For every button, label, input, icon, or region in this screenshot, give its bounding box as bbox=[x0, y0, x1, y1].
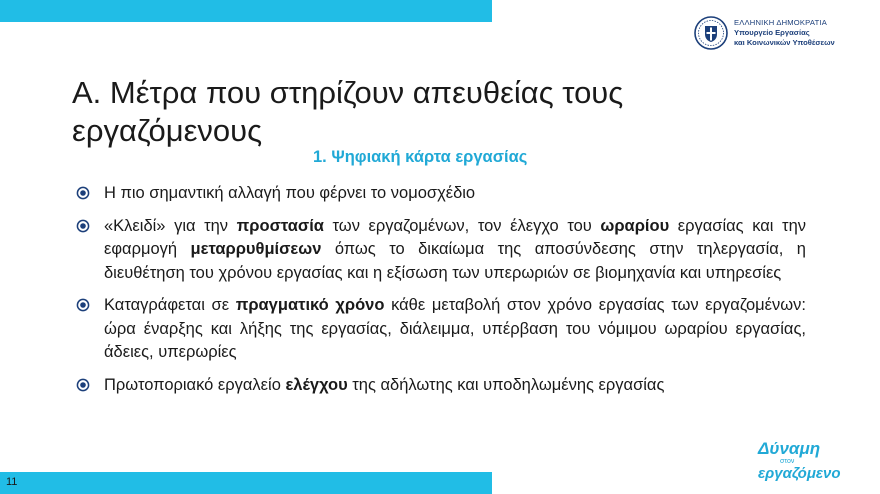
bullet-list bbox=[76, 182, 806, 406]
ministry-line-1: ΕΛΛΗΝΙΚΗ ΔΗΜΟΚΡΑΤΙΑ bbox=[734, 18, 827, 27]
bullet-item bbox=[76, 294, 806, 365]
radio-bullet-icon bbox=[76, 219, 90, 233]
ministry-logo bbox=[694, 16, 835, 50]
bullet-text bbox=[104, 294, 806, 365]
page-number: 11 bbox=[6, 476, 18, 488]
bullet-emphasis: προστασία bbox=[236, 216, 324, 235]
bottom-accent-bar bbox=[0, 472, 492, 494]
bullet-emphasis: ελέγχου bbox=[285, 375, 348, 394]
slide-subtitle: 1. Ψηφιακή κάρτα εργασίας bbox=[313, 148, 528, 166]
ministry-name bbox=[734, 18, 835, 48]
bullet-segment: Πρωτοποριακό εργαλείο bbox=[104, 375, 286, 394]
bullet-segment: εργασίας και την εφαρμογή bbox=[104, 216, 807, 258]
campaign-logo-line-2: στον bbox=[780, 458, 795, 465]
bullet-text bbox=[104, 215, 806, 286]
ministry-line-2: Υπουργείο Εργασίας bbox=[734, 28, 810, 37]
bullet-segment: όπως το δικαίωμα της αποσύνδεσης στην τηλεργασία, η διευθέτηση του χρόνου εργασίας και η εξίσωση των υπερωριών σε βιομηχανία και υπηρεσίες bbox=[104, 240, 806, 282]
bullet-segment: «Κλειδί» για την bbox=[104, 216, 237, 235]
bullet-item bbox=[76, 182, 806, 206]
campaign-logo-line-3: εργαζόμενο bbox=[758, 465, 841, 482]
radio-bullet-icon bbox=[76, 378, 90, 392]
bullet-segment: Η πιο σημαντική αλλαγή που φέρνει το νομοσχέδιο bbox=[104, 184, 476, 202]
greek-emblem-icon bbox=[694, 16, 728, 50]
bullet-segment: των εργαζομένων, τον έλεγχο του bbox=[323, 216, 601, 235]
bullet-text bbox=[104, 374, 806, 398]
radio-bullet-icon bbox=[76, 298, 90, 312]
bullet-item bbox=[76, 215, 806, 286]
bullet-segment: Καταγράφεται σε bbox=[104, 296, 236, 314]
campaign-logo bbox=[758, 440, 848, 482]
bullet-item bbox=[76, 374, 806, 398]
bullet-emphasis: ωραρίου bbox=[600, 216, 670, 235]
campaign-logo-line-1: Δύναμη bbox=[758, 439, 821, 458]
radio-bullet-icon bbox=[76, 186, 90, 200]
bullet-text bbox=[104, 182, 806, 206]
slide-title: Α. Μέτρα που στηρίζουν απευθείας τους εργαζόμενους bbox=[72, 75, 624, 148]
ministry-line-3: και Κοινωνικών Υποθέσεων bbox=[734, 38, 835, 47]
bullet-emphasis: μεταρρυθμίσεων bbox=[190, 240, 322, 258]
bullet-segment: της αδήλωτης και υποδηλωμένης εργασίας bbox=[347, 375, 665, 394]
bullet-segment: κάθε μεταβολή στον χρόνο εργασίας των εργαζομένων: ώρα έναρξης και λήξης της εργασίας, διάλειμμα, υπέρβαση του νόμιμου ωραρίου εργασίας, άδειες, υπερωρίες bbox=[104, 296, 806, 361]
bullet-emphasis: πραγματικό χρόνο bbox=[235, 296, 385, 314]
top-accent-bar bbox=[0, 0, 492, 22]
